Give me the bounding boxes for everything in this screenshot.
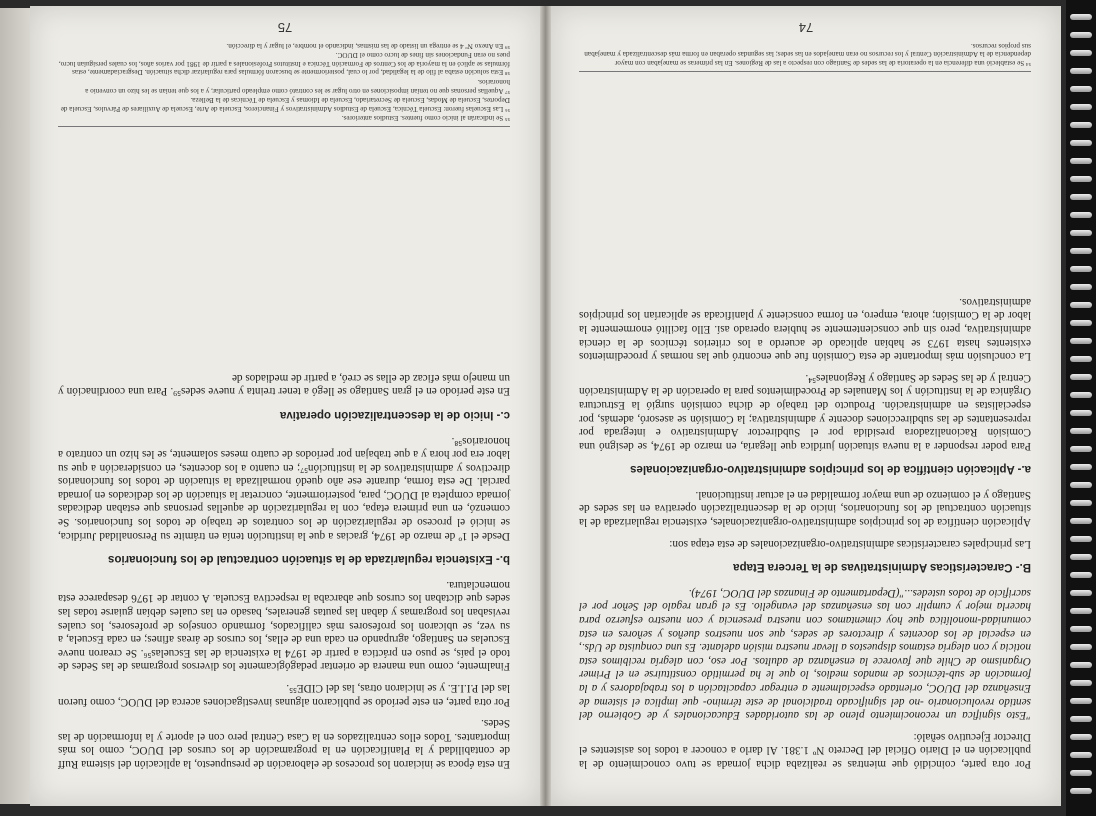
paragraph: En esta época se iniciaron los procesos de elaboración de presupuesto, la aplicación del sistema Ruff de contabilidad y la Planificación en la programación de los cursos del DUOC, como los más importantes. Todos ellos centralizados en la Casa Central pero con el aporte y la información de las Sedes. — [58, 717, 510, 770]
footnotes — [58, 40, 510, 127]
binding-ring — [1070, 662, 1092, 668]
binding-ring — [1070, 104, 1092, 110]
quote-paragraph: "Esto significa un reconocimiento pleno de las autoridades Educacionales y de Gobierno del sentido revolucionario -no del significado tradicional de este término- que implica el sistema de Enseñanza del DUOC, orientado especialmente a entregar capacitación a los trabajadores y a la formación de sub-técnicos de mandos medios, lo que le ha permitido constituirse en el Primer Organismo de Chile que favorece la enseñanza de adultos. Por eso, con alegría recibimos esta noticia y con alegría estamos dispuestos a llevar nuestra misión adelante. Es una conquista de Uds., en especial de los docentes y directores de sedes, que son nuestros dueños y señores en esta comunidad-monolítica que hoy cimentamos con nuestra presencia y con nuestro esfuerzo para hacerla mejor y cumplir con las enseñanzas del evangelio. Es el gran regalo del Señor por el sacrificio de todos ustedes..."(Departamento de Finanzas del DUOC, 1974). — [579, 586, 1031, 722]
binding-ring — [1070, 230, 1092, 236]
paragraph: Para poder responder a la nueva situación jurídica que llegaría, en marzo de 1974, se designó una Comisión Racionalizadora presidida por el Subdirector Administrativo e integrada por representantes de las subdirecciones docente y administrativa; la Comisión se asesoró, además, por especialistas en administración. Producto del trabajo de dicha comisión surgió la Estructura Orgánica de la institución y los Manuales de Procedimientos para la operación de la Administración Central y de las Sedes de Santiago y Regionales⁵⁴. — [579, 371, 1031, 452]
page-stack-edge — [0, 8, 30, 804]
binding-ring — [1070, 518, 1092, 524]
binding-ring — [1070, 644, 1092, 650]
binding-ring — [1070, 536, 1092, 542]
paragraph: Por otra parte, en este período se publicaron algunas investigaciones acerca del DUOC, como fueron las del P.I.I.E. y se iniciaron otras, las del CIDE⁵⁵. — [58, 682, 510, 708]
binding-ring — [1070, 608, 1092, 614]
footnote: ⁵⁵ Se indicarán al inicio como fuentes. Estudios anteriores. — [341, 114, 510, 123]
footnote: ⁵⁶ Las Escuelas fueron: Escuela Técnica, Escuela de Estudios Administrativos y Financieros, Escuela de Arte, Escuela de Auxiliares de Párvulos, Escuela de Deportes, Escuela de Modas, Escuela de Secretariado, Escuela de Idiomas y Escuela de Técnicas de la Belleza. — [60, 96, 510, 113]
binding-ring — [1070, 374, 1092, 380]
binding-ring — [1070, 770, 1092, 776]
binding-ring — [1070, 410, 1092, 416]
binding-ring — [1070, 86, 1092, 92]
spiral-binding — [1066, 0, 1096, 816]
binding-ring — [1070, 788, 1092, 794]
binding-ring — [1070, 68, 1092, 74]
page-74 — [551, 6, 1061, 806]
binding-ring — [1070, 680, 1092, 686]
binding-ring — [1070, 500, 1092, 506]
page-number: 75 — [277, 20, 293, 35]
binding-ring — [1070, 392, 1092, 398]
paragraph: La conclusión más importante de esta Comisión fue que encontró que las normas y procedimientos existentes hasta 1973 se habían aplicado de acuerdo a los criterios técnicos de la ciencia administrativa, pero sin que conscientemente se hubiera operado así. Ello facilitó enormemente la labor de la Comisión; ahora, empero, en forma consciente y planificada se aplicarían los principios administrativos. — [579, 295, 1031, 363]
binding-ring — [1070, 626, 1092, 632]
section-heading-c: c.- Inicio de la descentralización operativa — [279, 408, 510, 421]
binding-ring — [1070, 248, 1092, 254]
binding-ring — [1070, 158, 1092, 164]
paragraph: Aplicación científica de los principios administrativo-organizacionales, existencia regularizada de la situación contractual de los funcionarios, inicio de la descentralización operativa en las sedes de Santiago y el comienzo de una mayor formalidad en el actuar institucional. — [579, 488, 1031, 529]
footnote: ⁵⁴ Se estableció una diferencia en la operatoria de las sedes de Santiago con respecto a las de Regiones. En las primeras se manejaban con mayor dependencia de la Administración Central y los recursos no eran manejados en las sedes; las segundas operaban en forma más descentralizada y manejaban sus propios recursos. — [584, 41, 1031, 67]
binding-ring — [1070, 14, 1092, 20]
binding-ring — [1070, 446, 1092, 452]
binding-ring — [1070, 554, 1092, 560]
binding-ring — [1070, 590, 1092, 596]
binding-ring — [1070, 464, 1092, 470]
footnotes — [579, 40, 1031, 72]
binding-ring — [1070, 752, 1092, 758]
book-gutter — [540, 6, 551, 806]
binding-ring — [1070, 356, 1092, 362]
binding-ring — [1070, 194, 1092, 200]
footnote: ⁵⁸ Esta solución estaba al filo de la legalidad, por lo cual, posteriormente se buscaron fórmulas para regularizar dicha situación. Desgraciadamente, estas fórmulas se aplicó en la mayoría de los Centros de Formación Técnica e Institutos Profesionales a partir de 1981 por varios años, los cuales persiguían lucro, pues no eran Fundaciones sin fines de lucro como el DUOC. — [58, 51, 510, 77]
binding-ring — [1070, 302, 1092, 308]
section-heading-a: a.- Aplicación científica de los principios administrativo-organizacionales — [630, 463, 1031, 476]
page-74-body — [579, 46, 1031, 770]
binding-ring — [1070, 32, 1092, 38]
binding-ring — [1070, 212, 1092, 218]
binding-ring — [1070, 284, 1092, 290]
page-75-body — [58, 46, 510, 770]
footnote: ⁵⁹ En Anexo Nº 4 se entrega un listado de las mismas, indicando el nombre, el lugar y la dirección. — [226, 41, 510, 50]
binding-ring — [1070, 320, 1092, 326]
binding-ring — [1070, 572, 1092, 578]
paragraph: Finalmente, como una manera de orientar pedagógicamente los diversos programas de las Sedes de todo el país, se puso en práctica a partir de 1974 la existencia de las Escuelas⁵⁶. Se crearon nueve Escuelas en Santiago, agrupando en cada una de ellas, los cursos de áreas afines; en cada Escuela, a su vez, se ubicaron los profesores más calificados, formando consejos de profesores, los cuales revisaban los programas y daban las pautas generales, basado en las cuales debían guiarse todas las sedes que dictaban los cursos que abarcaba la respectiva Escuela. A contar de 1976 desaparece esta nomenclatura. — [58, 578, 510, 673]
binding-ring — [1070, 266, 1092, 272]
binding-ring — [1070, 338, 1092, 344]
section-heading-b: b.- Existencia regularizada de la situación contractual de los funcionarios — [108, 553, 510, 566]
binding-ring — [1070, 176, 1092, 182]
binding-ring — [1070, 428, 1092, 434]
binding-ring — [1070, 50, 1092, 56]
binding-ring — [1070, 482, 1092, 488]
binding-ring — [1070, 716, 1092, 722]
binding-ring — [1070, 698, 1092, 704]
binding-ring — [1070, 140, 1092, 146]
paragraph: Por otra parte, coincidió que mientras se realizaba dicha jornada se tuvo conocimiento de la publicación en el Diario Oficial del Decreto Nº 1.381. Al darlo a conocer a todos los asistentes el Director Ejecutivo señaló: — [579, 730, 1031, 770]
paragraph: Las principales características administrativo-organizacionales de esta etapa son: — [669, 537, 1031, 550]
page-number: 74 — [798, 20, 814, 35]
footnote: ⁵⁷ Aquellas personas que no tenían imposiciones en otro lugar se les contrató como empleado particular, y a los que tenían se les hizo un convenio a honorarios. — [85, 77, 510, 95]
section-heading-b: B.- Características Administrativas de la Tercera Etapa — [733, 561, 1031, 574]
page-75 — [30, 6, 540, 806]
binding-ring — [1070, 122, 1092, 128]
paragraph: Desde el 1º de marzo de 1974, gracias a que la institución tenía en trámite su Personalidad Jurídica, se inició el proceso de regularización de los contratos de trabajo de todos los funcionarios. Se comenzó, en una primera etapa, con la regularización de aquellas personas que estaban dedicadas jornada completa al DUOC, para, posteriormente, concretar la situación de los dedicados en jornada parcial. De esta forma, durante ese año quedó normalizada la situación de todos los funcionarios directivos y administrativos de la institución⁵⁷; en cuanto a los docentes, en consideración a que su labor era por hora y a que trabajan por períodos de cuatro meses solamente, se les hizo un contrato a honorarios⁵⁸. — [58, 434, 510, 542]
binding-ring — [1070, 734, 1092, 740]
paragraph: En este período en el gran Santiago se llegó a tener treinta y nueve sedes⁵⁹. Para una coordinación y un manejo más eficaz de ellas se creó, a partir de mediados de — [58, 371, 510, 398]
